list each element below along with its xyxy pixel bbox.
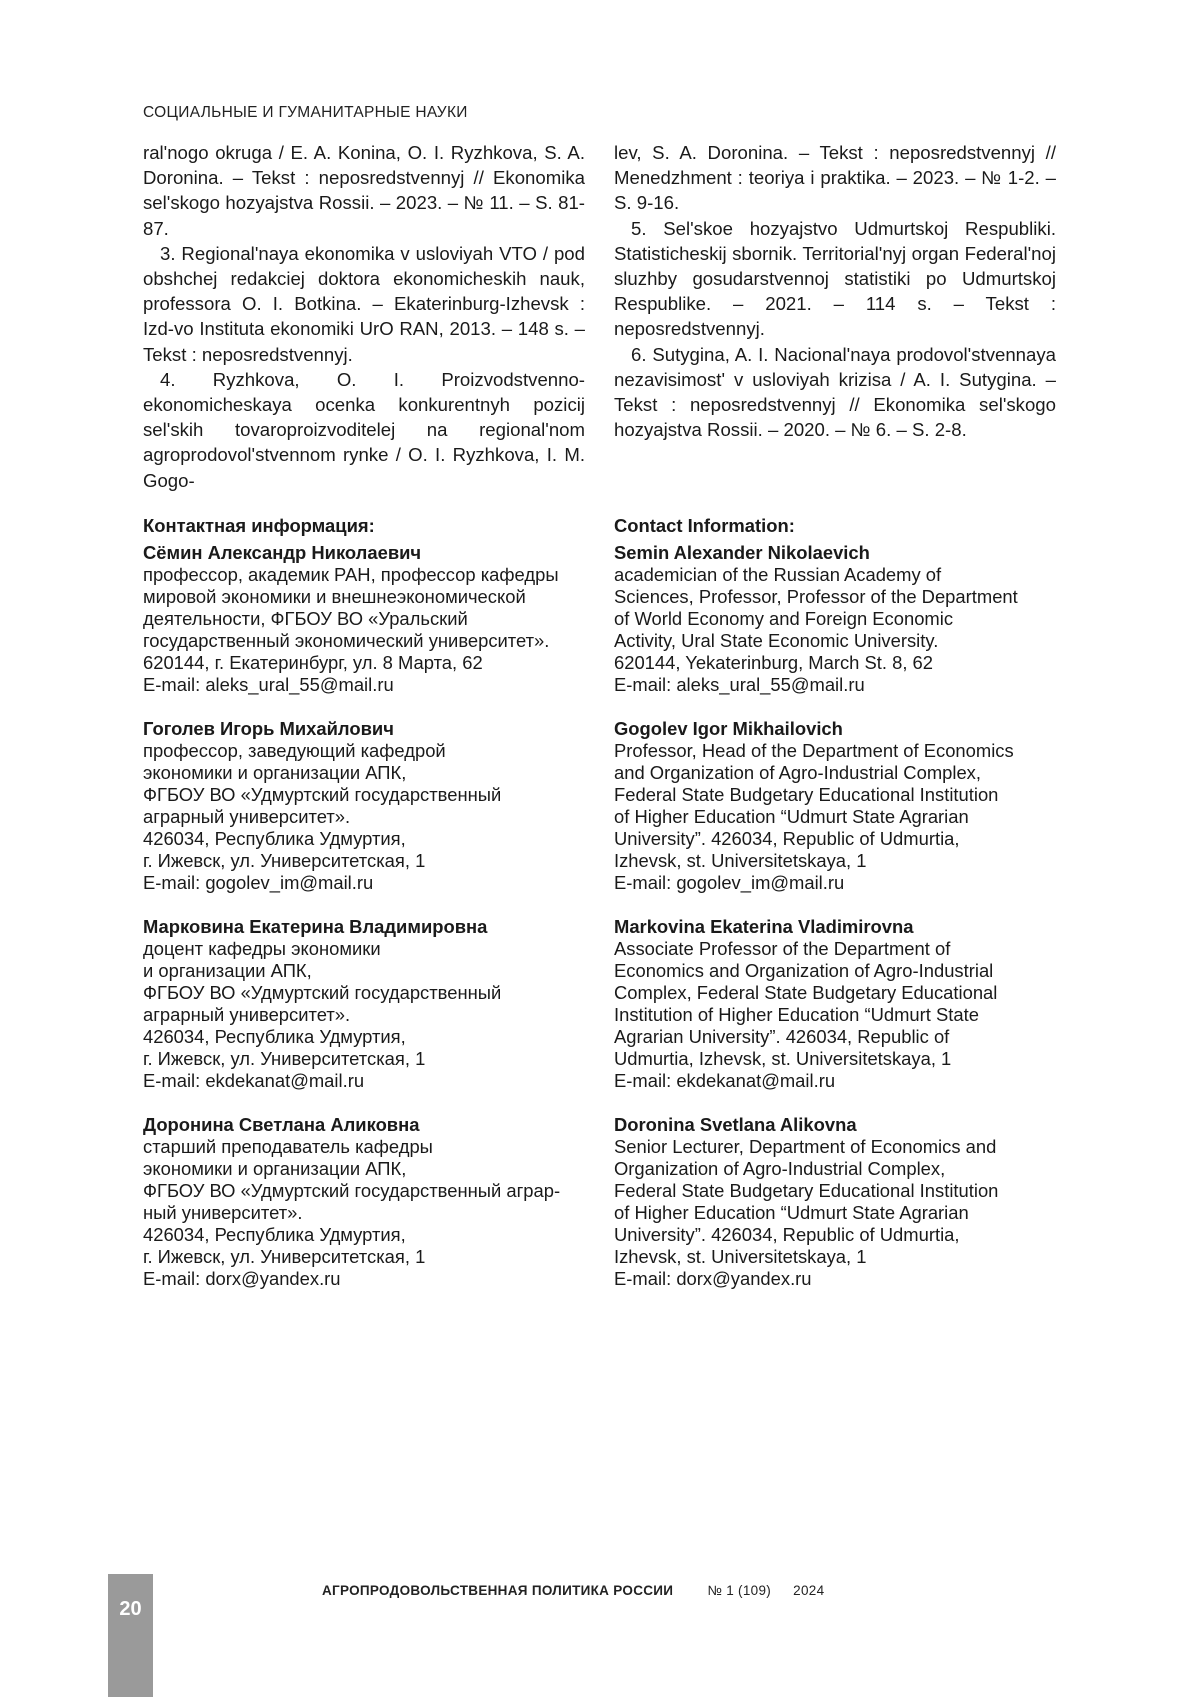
contact-title: Контактная информация: xyxy=(143,515,375,536)
person-name: Semin Alexander Nikolaevich xyxy=(614,542,870,563)
contact-info-en xyxy=(614,515,1064,1312)
reference-item: 5. Sel'skoe hozyajstvo Udmurtskoj Respubliki. Statisticheskij sbornik. Territorial'nyj organ Federal'noj sluzhby gosudarstvennoj statistiki po Udmurtskoj Respublike. – 2021. – 114 s. – Tekst : neposredstvennyj. xyxy=(614,217,1056,340)
person-details: Associate Professor of the Department of Economics and Organization of Agro-Industrial Complex, Federal State Budgetary Educational Institution of Higher Education “Udmurt State Agrarian University”. 426034, Republic of Udmurtia, Izhevsk, st. Universitetskaya, 1 E-mail: ekdekanat@mail.ru xyxy=(614,938,998,1091)
journal-year: 2024 xyxy=(793,1583,825,1598)
person-details: старший преподаватель кафедры экономики и организации АПК, ФГБОУ ВО «Удмуртский государственный аграр- ный университет». 426034, Республика Удмуртия, г. Ижевск, ул. Университетская, 1 E-mail: dorx@yandex.ru xyxy=(143,1136,561,1289)
contact-person xyxy=(614,542,1064,696)
contact-person xyxy=(143,1114,593,1290)
contact-person xyxy=(614,916,1064,1092)
person-details: профессор, академик РАН, профессор кафедры мировой экономики и внешнеэкономической деятельности, ФГБОУ ВО «Уральский государственный экономический университет». 620144, г. Екатеринбург, ул. 8 Марта, 62 E-mail: aleks_ural_55@mail.ru xyxy=(143,564,559,695)
person-details: Professor, Head of the Department of Economics and Organization of Agro-Industrial Complex, Federal State Budgetary Educational Institution of Higher Education “Udmurt State Agrarian University”. 426034, Republic of Udmurtia, Izhevsk, st. Universitetskaya, 1 E-mail: gogolev_im@mail.ru xyxy=(614,740,1014,893)
contact-person xyxy=(143,718,593,894)
contact-person xyxy=(614,718,1064,894)
journal-footer xyxy=(322,1583,824,1598)
person-details: доцент кафедры экономики и организации АПК, ФГБОУ ВО «Удмуртский государственный аграрный университет». 426034, Республика Удмуртия, г. Ижевск, ул. Университетская, 1 E-mail: ekdekanat@mail.ru xyxy=(143,938,502,1091)
journal-issue: № 1 (109) xyxy=(707,1583,772,1598)
person-name: Гоголев Игорь Михайлович xyxy=(143,718,394,739)
reference-item: lev, S. A. Doronina. – Tekst : neposredstvennyj // Menedzhment : teoriya i praktika. – 2023. – № 1-2. – S. 9-16. xyxy=(614,142,1056,214)
page-number: 20 xyxy=(119,1598,142,1620)
person-name: Доронина Светлана Аликовна xyxy=(143,1114,420,1135)
reference-item: 6. Sutygina, A. I. Nacional'naya prodovol'stvennaya nezavisimost' v usloviyah krizisa / A. I. Sutygina. – Tekst : neposredstvennyj // Ekonomika sel'skogo hozyajstva Rossii. – 2020. – № 6. – S. 2-8. xyxy=(614,343,1056,441)
contact-info-ru xyxy=(143,515,593,1312)
person-name: Марковина Екатерина Владимировна xyxy=(143,916,488,937)
page-number-tab xyxy=(108,1574,153,1697)
contact-person xyxy=(143,542,593,696)
person-name: Gogolev Igor Mikhailovich xyxy=(614,718,843,739)
contact-person xyxy=(614,1114,1064,1290)
person-details: academician of the Russian Academy of Sciences, Professor, Professor of the Department of World Economy and Foreign Economic Activity, Ural State Economic University. 620144, Yekaterinburg, March St. 8, 62 E-mail: aleks_ural_55@mail.ru xyxy=(614,564,1018,695)
person-name: Doronina Svetlana Alikovna xyxy=(614,1114,857,1135)
journal-title: АГРОПРОДОВОЛЬСТВЕННАЯ ПОЛИТИКА РОССИИ xyxy=(322,1583,674,1598)
references-left-column xyxy=(143,140,585,493)
contact-person xyxy=(143,916,593,1092)
person-name: Markovina Ekaterina Vladimirovna xyxy=(614,916,914,937)
section-header: СОЦИАЛЬНЫЕ И ГУМАНИТАРНЫЕ НАУКИ xyxy=(143,104,468,121)
person-details: Senior Lecturer, Department of Economics and Organization of Agro-Industrial Complex, Federal State Budgetary Educational Institution of Higher Education “Udmurt State Agrarian University”. 426034, Republic of Udmurtia, Izhevsk, st. Universitetskaya, 1 E-mail: dorx@yandex.ru xyxy=(614,1136,999,1289)
references-right-column xyxy=(614,140,1056,442)
contact-title: Contact Information: xyxy=(614,515,795,536)
person-name: Сёмин Александр Николаевич xyxy=(143,542,422,563)
reference-item: 3. Regional'naya ekonomika v usloviyah VTO / pod obshchej redakciej doktora ekonomicheskih nauk, professora O. I. Botkina. – Ekaterinburg-Izhevsk : Izd-vo Instituta ekonomiki UrO RAN, 2013. – 148 s. – Tekst : neposredstvennyj. xyxy=(143,242,585,365)
reference-item: 4. Ryzhkova, O. I. Proizvodstvenno-ekonomicheskaya ocenka konkurentnyh pozicij sel'skih tovaroproizvoditelej na regional'nom agroprodovol'stvennom rynke / O. I. Ryzhkova, I. M. Gogo- xyxy=(143,368,585,491)
person-details: профессор, заведующий кафедрой экономики и организации АПК, ФГБОУ ВО «Удмуртский государственный аграрный университет». 426034, Республика Удмуртия, г. Ижевск, ул. Университетская, 1 E-mail: gogolev_im@mail.ru xyxy=(143,740,502,893)
reference-item: ral'nogo okruga / E. A. Konina, O. I. Ryzhkova, S. A. Doronina. – Tekst : neposredstvennyj // Ekonomika sel'skogo hozyajstva Rossii. – 2023. – № 11. – S. 81-87. xyxy=(143,142,585,239)
